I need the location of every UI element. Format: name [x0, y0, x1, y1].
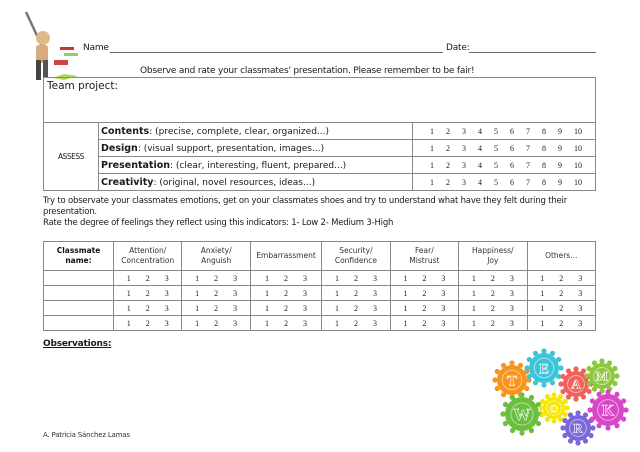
- emotion-rating[interactable]: 1 2 3: [114, 286, 182, 301]
- subtitle: Observe and rate your classmates' presentation. Please remember to be fair!: [140, 66, 475, 76]
- team-project-field[interactable]: [44, 78, 596, 123]
- emotion-header: Anxiety/ Anguish: [182, 242, 250, 271]
- rating-scale[interactable]: 1 2 3 4 5 6 7 8 9 10: [413, 140, 596, 157]
- criterion-label: Presentation: (clear, interesting, fluent, prepared...): [99, 157, 413, 174]
- emotion-rating[interactable]: 1 2 3: [322, 301, 390, 316]
- emotion-rating[interactable]: 1 2 3: [527, 271, 595, 286]
- emotion-rating[interactable]: 1 2 3: [322, 316, 390, 331]
- emotion-rating[interactable]: 1 2 3: [182, 286, 250, 301]
- classmate-name-cell[interactable]: [44, 301, 114, 316]
- observations-label: Observations:: [43, 339, 112, 349]
- emotion-rating[interactable]: 1 2 3: [390, 286, 458, 301]
- criterion-row: [44, 140, 596, 157]
- emotion-rating[interactable]: 1 2 3: [114, 271, 182, 286]
- date-label: Date:: [446, 43, 470, 53]
- emotion-rating[interactable]: 1 2 3: [459, 301, 527, 316]
- svg-text:E: E: [538, 361, 550, 378]
- gear-icon: [500, 392, 543, 435]
- emotion-header: Embarrassment: [250, 242, 321, 271]
- svg-text:K: K: [601, 402, 615, 420]
- emotion-rating[interactable]: 1 2 3: [322, 286, 390, 301]
- emotion-rating[interactable]: 1 2 3: [250, 316, 321, 331]
- name-label: Name: [83, 43, 109, 53]
- teamwork-gears-logo: [490, 348, 640, 452]
- rating-scale[interactable]: 1 2 3 4 5 6 7 8 9 10: [413, 174, 596, 191]
- instructions: [43, 196, 603, 229]
- criterion-label: Design: (visual support, presentation, images...): [99, 140, 413, 157]
- criterion-row: [44, 174, 596, 191]
- svg-text:M: M: [595, 368, 609, 384]
- emotion-rating[interactable]: 1 2 3: [322, 271, 390, 286]
- emotion-rating[interactable]: 1 2 3: [390, 316, 458, 331]
- classmate-name-header: Classmate name:: [44, 242, 114, 271]
- emotion-rating[interactable]: 1 2 3: [527, 286, 595, 301]
- svg-text:W: W: [513, 404, 531, 424]
- emotion-header: Others...: [527, 242, 595, 271]
- criterion-label: Creativity: (original, novel resources, ideas...): [99, 174, 413, 191]
- classmate-name-cell[interactable]: [44, 286, 114, 301]
- emotion-rating[interactable]: 1 2 3: [390, 301, 458, 316]
- criterion-row: [44, 123, 596, 140]
- classmate-row: [44, 301, 596, 316]
- team-project-label: Team project:: [47, 80, 119, 92]
- classmate-name-cell[interactable]: [44, 316, 114, 331]
- classmate-row: [44, 286, 596, 301]
- emotion-rating[interactable]: 1 2 3: [459, 286, 527, 301]
- emotion-header: Attention/ Concentration: [114, 242, 182, 271]
- emotion-rating[interactable]: 1 2 3: [114, 301, 182, 316]
- emotion-rating[interactable]: 1 2 3: [250, 301, 321, 316]
- svg-text:R: R: [573, 420, 583, 436]
- criterion-label: Contents: (precise, complete, clear, organized...): [99, 123, 413, 140]
- emotion-rating[interactable]: 1 2 3: [182, 301, 250, 316]
- rating-scale[interactable]: 1 2 3 4 5 6 7 8 9 10: [413, 157, 596, 174]
- emotion-rating[interactable]: 1 2 3: [182, 271, 250, 286]
- emotion-header: Happiness/ Joy: [459, 242, 527, 271]
- emotion-rating[interactable]: 1 2 3: [250, 271, 321, 286]
- emotion-rating[interactable]: 1 2 3: [114, 316, 182, 331]
- emotion-rating[interactable]: 1 2 3: [527, 316, 595, 331]
- assessment-table: [43, 77, 596, 191]
- author-credit: A. Patricia Sánchez Lamas: [43, 431, 130, 439]
- classmate-row: [44, 271, 596, 286]
- emotion-rating[interactable]: 1 2 3: [459, 316, 527, 331]
- instructions-line-2: Rate the degree of feelings they reflect using this indicators: 1- Low 2- Medium 3-High: [43, 218, 394, 228]
- name-field[interactable]: [110, 52, 443, 53]
- svg-text:A: A: [571, 376, 581, 392]
- emotion-header: Fear/ Mistrust: [390, 242, 458, 271]
- instructions-line-1: Try to observate your classmates emotions, get on your classmates shoes and try to understand what have they felt during their presentation.: [43, 196, 568, 217]
- rating-scale[interactable]: 1 2 3 4 5 6 7 8 9 10: [413, 123, 596, 140]
- emotion-header: Security/ Confidence: [322, 242, 390, 271]
- emotions-table: [43, 241, 596, 331]
- classmate-name-cell[interactable]: [44, 271, 114, 286]
- criterion-row: [44, 157, 596, 174]
- gear-icon: [587, 389, 628, 430]
- date-field[interactable]: [469, 52, 596, 53]
- assess-label: ASSESS: [44, 123, 99, 191]
- emotion-rating[interactable]: 1 2 3: [527, 301, 595, 316]
- emotion-rating[interactable]: 1 2 3: [182, 316, 250, 331]
- emotion-rating[interactable]: 1 2 3: [250, 286, 321, 301]
- emotion-rating[interactable]: 1 2 3: [459, 271, 527, 286]
- svg-text:T: T: [506, 373, 518, 390]
- classmate-row: [44, 316, 596, 331]
- emotion-rating[interactable]: 1 2 3: [390, 271, 458, 286]
- gear-icon: [584, 358, 619, 393]
- emotions-header-row: [44, 242, 596, 271]
- svg-text:O: O: [549, 402, 559, 415]
